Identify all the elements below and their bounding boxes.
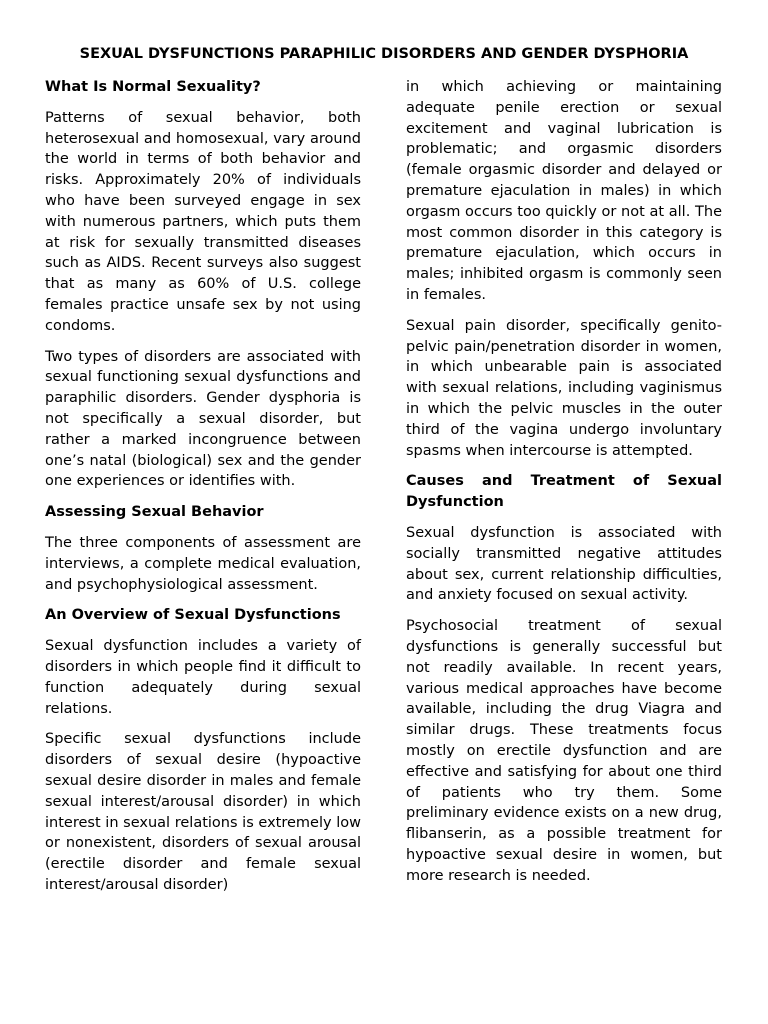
paragraph-types-of-disorders: Two types of disorders are associated with sexual functioning sexual dysfunctions and paraphilic disorders. Gender dysphoria is not specifically a sexual disorder, but rather a marked incongruence between one’s natal (biological) sex and the gender one experiences or identifies with. xyxy=(45,348,361,490)
paragraph-sexual-behavior-patterns: Patterns of sexual behavior, both heterosexual and homosexual, vary around the world in terms of both behavior and risks. Approximately 20% of individuals who have been surveyed engage in sex with numerous partners, which puts them at risk for sexually transmitted diseases such as AIDS. Recent surveys also suggest that as many as 60% of U.S. college females practice unsafe sex by not using condoms. xyxy=(45,109,361,334)
paragraph-treatment: Psychosocial treatment of sexual dysfunctions is generally successful but not readily available. In recent years, various medical approaches have become available, including the drug Viagra and similar drugs. These treatments focus mostly on erectile dysfunction and are effective and satisfying for about one third of patients who try them. Some preliminary evidence exists on a new drug, flibanserin, as a possible treatment for hypoactive sexual desire in women, but more research is needed. xyxy=(406,618,722,884)
left-column xyxy=(45,77,361,906)
paragraph-assessment-components: The three components of assessment are interviews, a complete medical evaluation, and psychophysiological assessment. xyxy=(45,534,361,593)
paragraph-causes: Sexual dysfunction is associated with socially transmitted negative attitudes about sex, current relationship difficulties, and anxiety focused on sexual activity. xyxy=(406,524,722,604)
page-title: SEXUAL DYSFUNCTIONS PARAPHILIC DISORDERS AND GENDER DYSPHORIA xyxy=(79,46,689,62)
heading-overview-sexual-dysfunctions: An Overview of Sexual Dysfunctions xyxy=(45,607,341,624)
heading-assessing-sexual-behavior: Assessing Sexual Behavior xyxy=(45,504,264,521)
heading-what-is-normal-sexuality: What Is Normal Sexuality? xyxy=(45,79,261,95)
paragraph-sexual-pain-disorder: Sexual pain disorder, specifically genito-pelvic pain/penetration disorder in women, in which unbearable pain is associated with sexual relations, including vaginismus in which the pelvic muscles in the outer third of the vagina undergo involuntary spasms when intercourse is attempted. xyxy=(406,317,722,459)
right-column xyxy=(406,77,722,896)
paragraph-dysfunction-definition: Sexual dysfunction includes a variety of disorders in which people find it difficult to function adequately during sexual relations. xyxy=(45,638,361,717)
paragraph-arousal-orgasmic-disorders: in which achieving or maintaining adequate penile erection or sexual excitement and vaginal lubrication is problematic; and orgasmic disorders (female orgasmic disorder and delayed or premature ejaculation in males) in which orgasm occurs too quickly or not at all. The most common disorder in this category is premature ejaculation, which occurs in males; inhibited orgasm is commonly seen in females. xyxy=(406,79,722,303)
paragraph-specific-dysfunctions: Specific sexual dysfunctions include disorders of sexual desire (hypoactive sexual desire disorder in males and female sexual interest/arousal disorder) in which interest in sexual relations is extremely low or nonexistent, disorders of sexual arousal (erectile disorder and female sexual interest/arousal disorder) xyxy=(45,731,361,893)
heading-causes-and-treatment: Causes and Treatment of Sexual Dysfunction xyxy=(406,473,722,511)
